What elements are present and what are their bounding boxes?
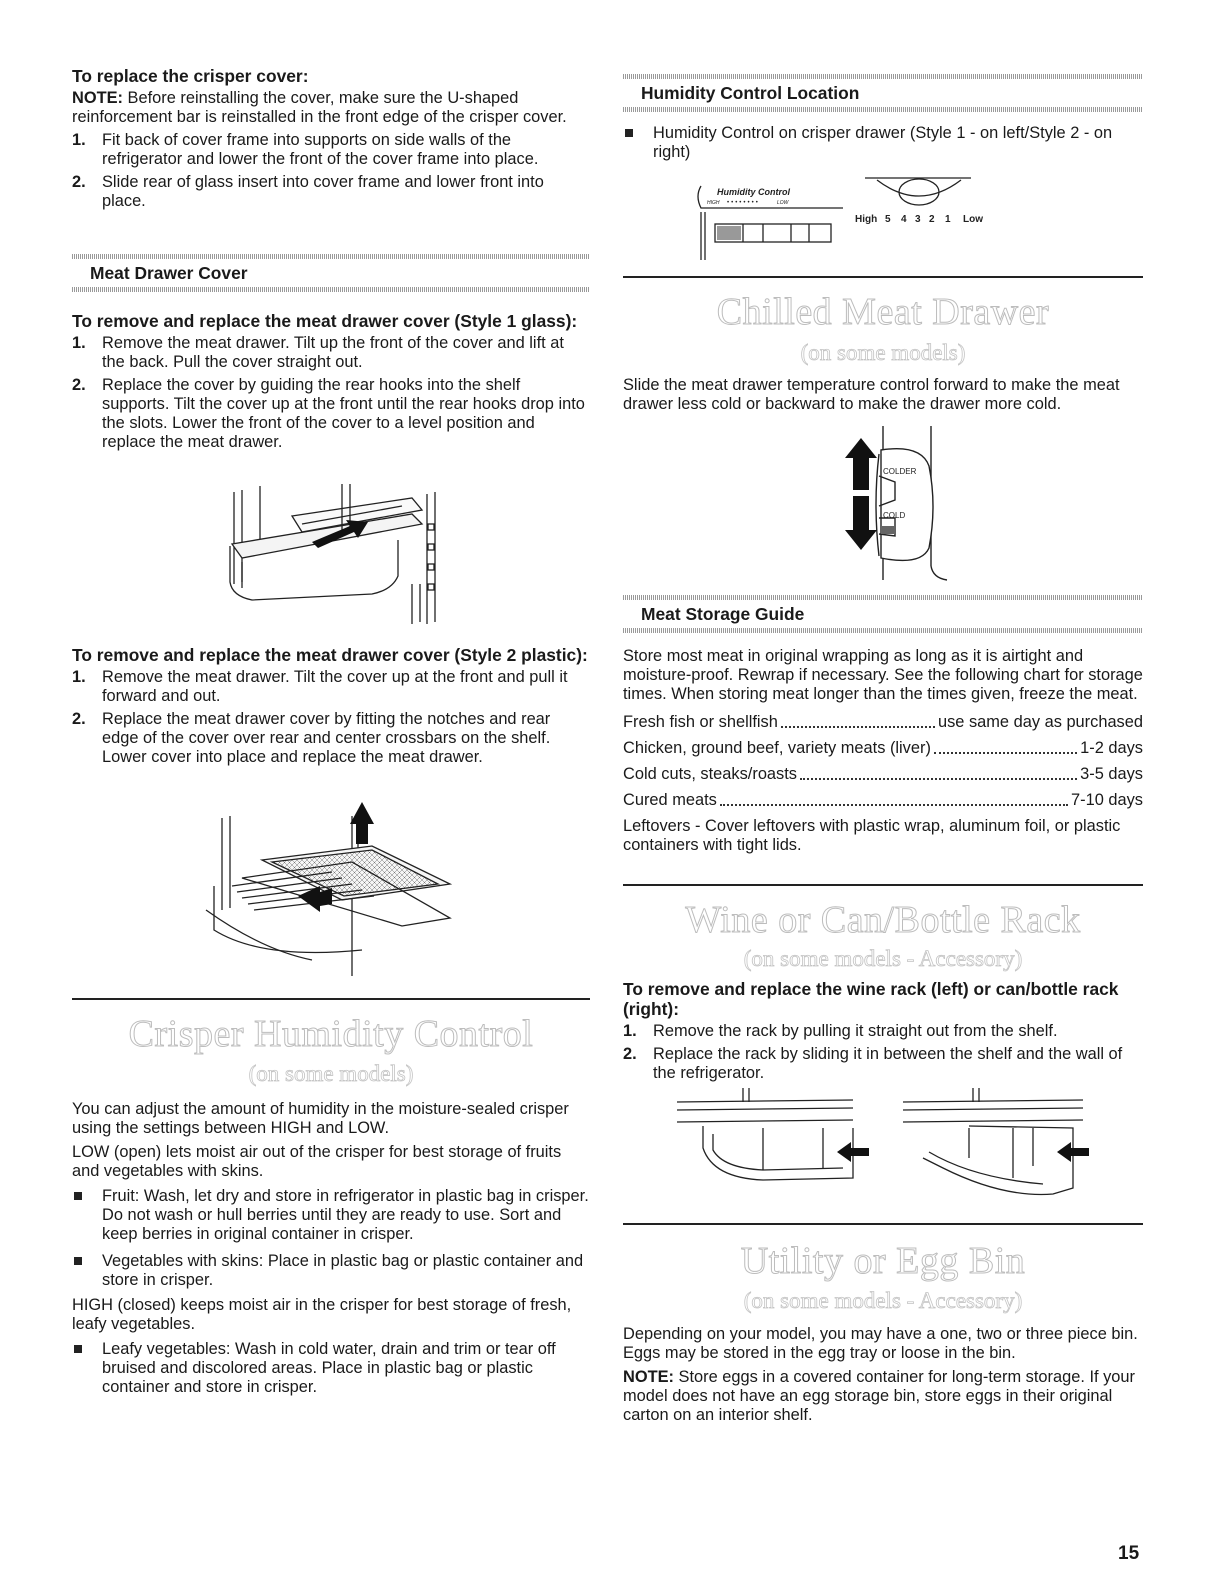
list-item: 1. Fit back of cover frame into supports on side walls of the refrigerator and lower the front of the cover frame into place. [72, 131, 539, 168]
style1-section [72, 311, 590, 456]
humidity-location-bullets [623, 124, 1143, 162]
style2-heading: To remove and replace the meat drawer cover (Style 2 plastic): [72, 645, 588, 665]
humidity-control-illustration [693, 176, 1053, 266]
crisper-humidity-para3: HIGH (closed) keeps moist air in the crisper for best storage of fresh, leafy vegetables. [72, 1296, 572, 1333]
list-item: 1. Remove the meat drawer. Tilt up the front of the cover and lift at the back. Pull the cover straight out. [72, 334, 564, 371]
table-row: Chicken, ground beef, variety meats (liver) 1-2 days [623, 739, 1143, 757]
meat-drawer-cover-section [72, 254, 590, 292]
list-item: 2. Replace the rack by sliding it in between the shelf and the wall of the refrigerator. [623, 1045, 1123, 1082]
meat-storage-table [623, 713, 1143, 810]
crisper-cover-note: NOTE: Before reinstalling the cover, make sure the U-shaped reinforcement bar is reinstalled in the front edge of the crisper cover. [72, 89, 567, 126]
table-row: Fresh fish or shellfish use same day as purchased [623, 713, 1143, 731]
section-divider [623, 884, 1143, 886]
chilled-meat-title: Chilled Meat Drawer [716, 291, 1050, 333]
meat-drawer-glass-cover-illustration [222, 484, 442, 626]
list-item: 1. Remove the meat drawer. Tilt the cover up at the front and pull it forward and out. [72, 668, 568, 705]
wine-rack-title: Wine or Can/Bottle Rack [685, 899, 1081, 941]
section-divider [72, 998, 590, 1000]
panel-label: Humidity Control [717, 187, 790, 197]
style1-heading: To remove and replace the meat drawer cover (Style 1 glass): [72, 311, 578, 331]
panel-high: HIGH [707, 200, 720, 206]
dial-label: 4 [901, 214, 907, 225]
hatch-divider [623, 628, 1143, 633]
list-item: 2. Slide rear of glass insert into cover frame and lower front into place. [72, 173, 544, 210]
table-row: Cured meats 7-10 days [623, 791, 1143, 809]
meat-drawer-cover-subhead: Meat Drawer Cover [90, 263, 248, 283]
humidity-location-subhead: Humidity Control Location [641, 83, 860, 103]
dial-label: 5 [885, 214, 891, 225]
cold-label: COLD [883, 511, 906, 520]
dial-label: High [855, 214, 878, 225]
section-divider [623, 276, 1143, 278]
hatch-divider [72, 254, 590, 259]
dial-label: 3 [915, 214, 921, 225]
panel-dots: •••••••• [727, 200, 760, 206]
table-row: Cold cuts, steaks/roasts 3-5 days [623, 765, 1143, 783]
list-item: Fruit: Wash, let dry and store in refrigerator in plastic bag in crisper. Do not wash or hull berries until they are ready to use. Sort and keep berries in original container in crisper. [72, 1187, 590, 1244]
dial-label: 2 [929, 214, 935, 225]
section-divider [623, 1223, 1143, 1225]
panel-low: LOW [777, 200, 789, 206]
list-item: Humidity Control on crisper drawer (Style 1 - on left/Style 2 - on right) [623, 124, 1143, 162]
dial-label: Low [963, 214, 983, 225]
style2-section [72, 645, 590, 771]
hatch-divider [623, 74, 1143, 79]
crisper-humidity-bullets-high [72, 1340, 590, 1397]
utility-bin-subtitle: (on some models - Accessory) [743, 1288, 1023, 1313]
list-item: 1. Remove the rack by pulling it straight out from the shelf. [623, 1022, 1058, 1040]
utility-bin-title: Utility or Egg Bin [740, 1240, 1026, 1282]
meat-temperature-control-illustration [833, 426, 963, 582]
crisper-humidity-bullets-low [72, 1187, 590, 1290]
crisper-humidity-para2: LOW (open) lets moist air out of the crisper for best storage of fruits and vegetables with skins. [72, 1143, 562, 1180]
wine-rack-heading: To remove and replace the wine rack (left) or can/bottle rack (right): [623, 979, 1119, 1019]
wine-and-can-rack-illustration [673, 1088, 1093, 1208]
chilled-meat-section [623, 276, 1143, 414]
humidity-location-section [623, 74, 1143, 166]
dial-label: 1 [945, 214, 951, 225]
list-item: Leafy vegetables: Wash in cold water, drain and trim or tear off bruised and discolored areas. Place in plastic bag or plastic container and store in crisper. [72, 1340, 590, 1397]
list-item: 2. Replace the meat drawer cover by fitting the notches and rear edge of the cover over rear and center crossbars on the shelf. Lower cover into place and replace the meat drawer. [72, 710, 551, 766]
utility-bin-section [623, 1223, 1143, 1425]
wine-rack-steps [623, 1022, 1143, 1083]
wine-rack-section [623, 884, 1143, 1087]
crisper-humidity-subtitle: (on some models) [248, 1061, 414, 1086]
wine-rack-subtitle: (on some models - Accessory) [743, 946, 1023, 971]
hatch-divider [623, 107, 1143, 112]
hatch-divider [72, 287, 590, 292]
crisper-cover-section [72, 66, 590, 215]
meat-storage-section [623, 595, 1143, 855]
crisper-humidity-section [72, 998, 590, 1401]
style2-steps [72, 668, 590, 767]
list-item: Vegetables with skins: Place in plastic bag or plastic container and store in crisper. [72, 1252, 590, 1290]
meat-storage-leftovers: Leftovers - Cover leftovers with plastic wrap, aluminum foil, or plastic containers with tight lids. [623, 817, 1121, 854]
utility-bin-para: Depending on your model, you may have a one, two or three piece bin. Eggs may be stored in the egg tray or loose in the bin. [623, 1325, 1138, 1362]
hatch-divider [623, 595, 1143, 600]
colder-label: COLDER [883, 467, 917, 476]
chilled-meat-para: Slide the meat drawer temperature control forward to make the meat drawer less cold or backward to make the drawer more cold. [623, 376, 1120, 413]
crisper-humidity-title: Crisper Humidity Control [128, 1013, 534, 1055]
meat-drawer-plastic-cover-illustration [202, 800, 452, 978]
meat-storage-subhead: Meat Storage Guide [641, 604, 805, 624]
style1-steps [72, 334, 590, 452]
meat-storage-para: Store most meat in original wrapping as long as it is airtight and moisture-proof. Rewrap if necessary. See the following chart for storage times. When storing meat longer than the times given, freeze the meat. [623, 647, 1143, 703]
utility-bin-note: NOTE: Store eggs in a covered container for long-term storage. If your model does not have an egg storage bin, store eggs in their original carton on an interior shelf. [623, 1368, 1135, 1424]
page-number: 15 [1118, 1543, 1140, 1564]
crisper-cover-steps [72, 131, 590, 211]
chilled-meat-subtitle: (on some models) [800, 340, 966, 365]
crisper-humidity-para1: You can adjust the amount of humidity in the moisture-sealed crisper using the settings between HIGH and LOW. [72, 1100, 569, 1137]
crisper-cover-heading: To replace the crisper cover: [72, 66, 309, 86]
list-item: 2. Replace the cover by guiding the rear hooks into the shelf supports. Tilt the cover up at the front until the rear hooks drop into the slots. Lower the front of the cover to a level position and replace the meat drawer. [72, 376, 585, 451]
